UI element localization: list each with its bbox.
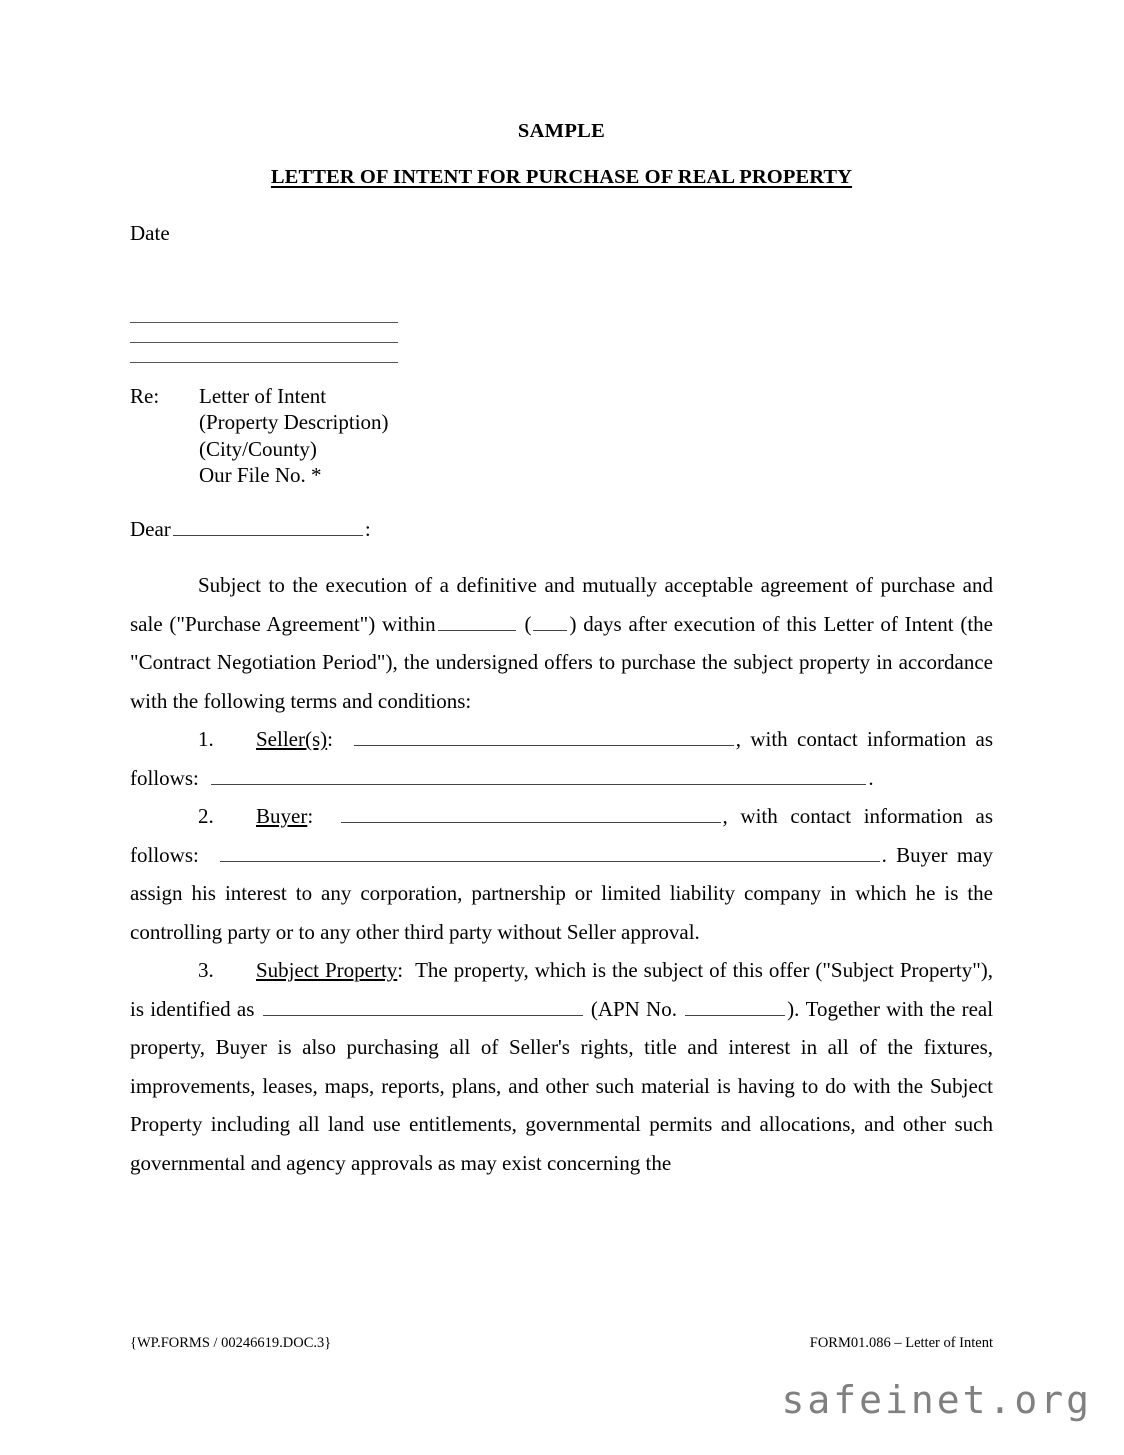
subject-property-id-blank[interactable] [263,994,583,1016]
negotiation-days-numeral-blank[interactable] [533,609,567,631]
item-subject-property [130,951,993,1182]
re-line-city-county: (City/County) [199,436,317,461]
item-subject-property-colon: : [397,958,404,982]
document-content [130,0,993,1182]
negotiation-days-blank[interactable] [438,609,516,631]
salutation-prefix: Dear [130,517,171,541]
footer-left-reference: {WP.FORMS / 00246619.DOC.3} [130,1335,332,1351]
item-subject-property-lead: The property, which is the subject of this offer ("Subject Property"), is identified as [130,958,994,1021]
page-title-main-text: LETTER OF INTENT FOR PURCHASE OF REAL PROPERTY [270,166,853,188]
salutation-suffix: : [364,517,371,541]
seller-name-blank[interactable] [354,724,734,746]
item-buyer-colon: : [307,804,314,828]
item-seller-tail: . [868,765,874,790]
apn-number-blank[interactable] [685,994,785,1016]
intro-part-3: ) days after execution of this Letter of Intent (the "Contract Negotiation Period"), the undersigned offers to purchase the subject property in accordance with the following terms and conditions: [130,611,994,713]
addressee-blank-line-1[interactable] [130,322,398,323]
re-line-property-description: (Property Description) [199,410,389,435]
watermark: safeinet.org [781,1378,1092,1422]
item-seller-label: Seller(s) [256,727,328,751]
item-seller-colon: : [327,727,333,751]
salutation-line [130,514,993,542]
intro-paragraph [130,566,993,720]
item-seller-after: , with contact information as follows: [130,727,993,790]
salutation-name-blank[interactable] [173,514,363,536]
addressee-blank-block [130,322,993,363]
re-label: Re: [130,384,160,408]
footer-right-form-id: FORM01.086 – Letter of Intent [809,1335,993,1351]
apn-suffix: ). [787,996,800,1021]
item-seller-number: 1. [198,727,214,751]
page-title-main [130,143,993,189]
page-footer [130,1335,993,1352]
intro-part-1: Subject to the execution of a definitive and mutually acceptable agreement of purchase and sale ("Purchase Agreement") within [130,573,993,636]
item-subject-property-number: 3. [198,958,214,982]
item-buyer-tail: . Buyer may assign his interest to any corporation, partnership or limited liability company in which he is the controlling party or to any other third party without Seller approval. [130,842,993,944]
re-line-file-no: Our File No. * [199,462,322,487]
page-title-sample: SAMPLE [517,120,606,142]
buyer-contact-blank[interactable] [220,840,880,862]
intro-part-2: ( [524,611,532,636]
item-buyer-label: Buyer [256,804,308,828]
buyer-name-blank[interactable] [341,801,721,823]
item-subject-property-label: Subject Property [256,958,398,982]
addressee-blank-line-2[interactable] [130,342,398,343]
item-buyer-after: , with contact information as follows: [130,804,993,867]
item-subject-property-tail: Together with the real property, Buyer is also purchasing all of Seller's rights, title and interest in all of the fixtures, improvements, leases, maps, reports, plans, and other such material is having to do with the Subject Property including all land use entitlements, governmental permits and allocations, and other such governmental and agency approvals as may exist concerning the [130,996,994,1175]
item-buyer [130,797,993,951]
re-block [130,383,993,488]
re-lines [199,383,389,488]
item-seller [130,720,993,797]
date-label: Date [130,221,170,245]
item-buyer-number: 2. [198,804,214,828]
re-line-subject: Letter of Intent [199,384,327,408]
apn-prefix: (APN No. [590,996,677,1021]
addressee-blank-line-3[interactable] [130,362,398,363]
seller-contact-blank[interactable] [211,763,866,785]
